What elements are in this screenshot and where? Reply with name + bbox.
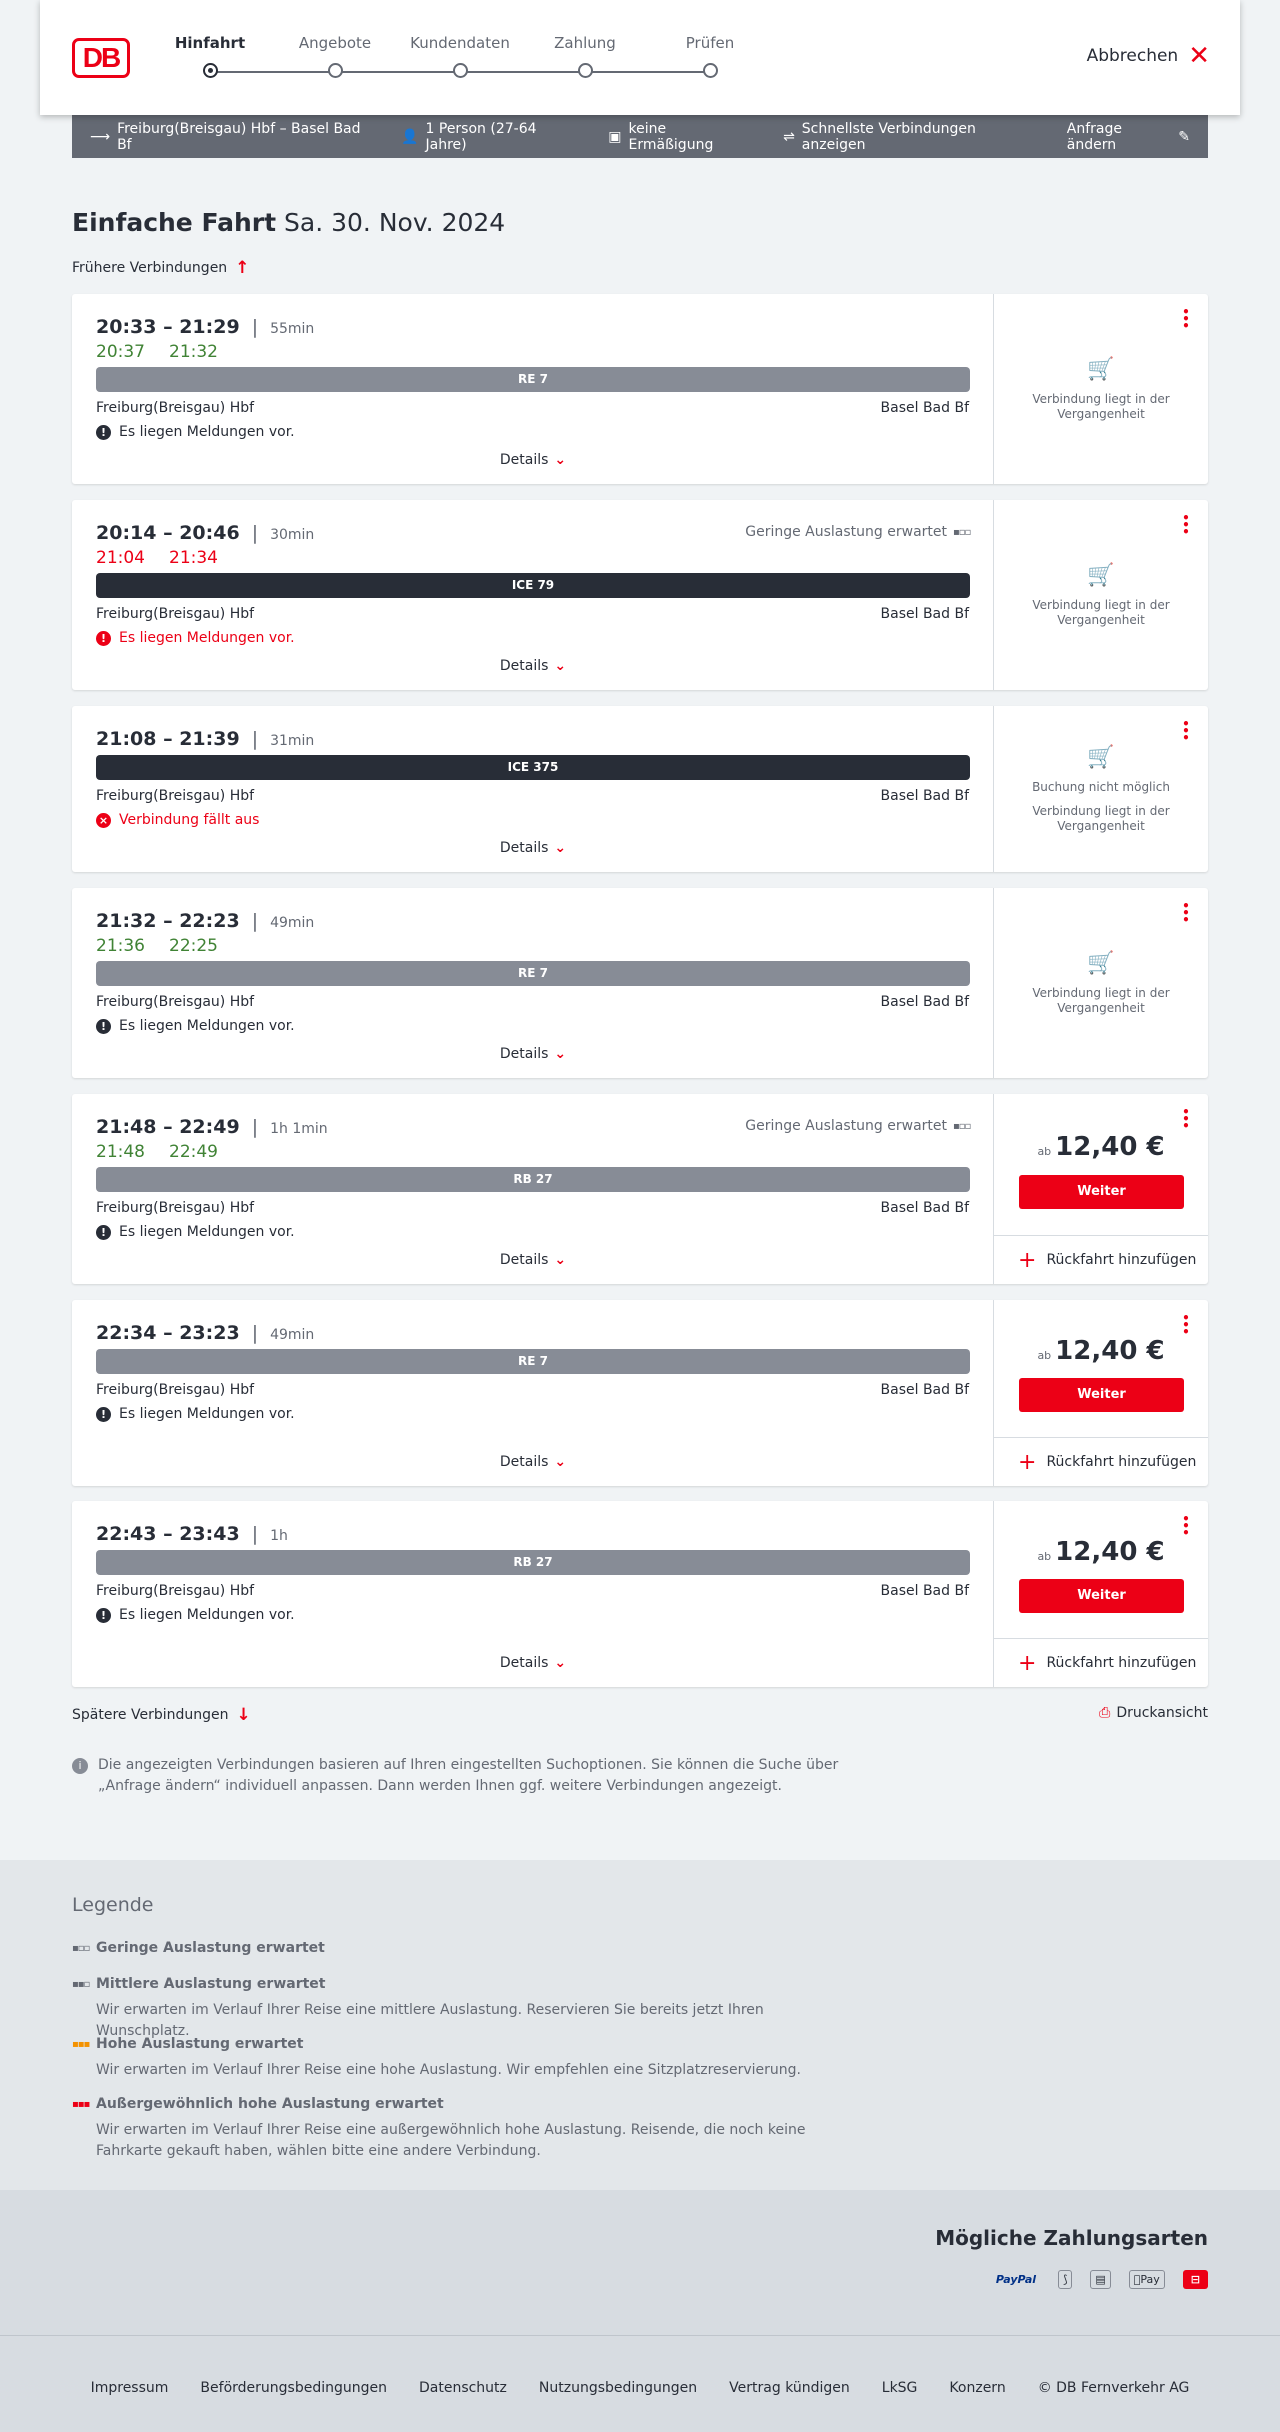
step-label: Prüfen <box>685 34 735 52</box>
price <box>994 1537 1208 1567</box>
unavailable-notice <box>994 952 1208 1016</box>
divider: | <box>251 316 259 338</box>
planned-times <box>96 1322 314 1344</box>
occupancy-low-icon: ▪▫▫ <box>953 526 971 538</box>
price <box>994 1336 1208 1366</box>
chevron-down-icon: ⌄ <box>554 452 567 468</box>
message-notice <box>96 1406 295 1422</box>
train-bar[interactable]: RB 27 <box>96 1550 970 1575</box>
planned-times <box>96 522 314 544</box>
origin-station: Freiburg(Breisgau) Hbf <box>96 1382 255 1398</box>
destination-station: Basel Bad Bf <box>880 1382 969 1398</box>
duration: 49min <box>270 915 315 931</box>
unavailable-notice <box>994 564 1208 628</box>
add-return-label: Rückfahrt hinzufügen <box>1046 1252 1197 1268</box>
destination-station: Basel Bad Bf <box>880 606 969 622</box>
step-dot <box>703 63 718 78</box>
realtime-times <box>96 1142 218 1162</box>
price <box>994 1132 1208 1162</box>
train-bar[interactable]: RE 7 <box>96 961 970 986</box>
details-toggle[interactable] <box>72 1655 994 1671</box>
step-dot <box>453 63 468 78</box>
footer <box>0 2335 1280 2432</box>
divider: | <box>251 910 259 932</box>
realtime-departure: 20:37 <box>96 342 145 362</box>
step-zahlung[interactable] <box>515 34 655 52</box>
destination-station: Basel Bad Bf <box>880 1583 969 1599</box>
message-notice <box>96 1224 295 1240</box>
details-toggle[interactable] <box>72 658 994 674</box>
discount-label: keine Ermäßigung <box>628 120 714 153</box>
legend-item-desc: Wir erwarten im Verlauf Ihrer Reise eine hohe Auslastung. Wir empfehlen eine Sitzplatzreservierung. <box>96 2062 801 2078</box>
duration: 30min <box>270 527 315 543</box>
occupancy-label: Geringe Auslastung erwartet <box>745 524 947 540</box>
message-notice <box>96 630 295 646</box>
realtime-arrival: 22:25 <box>169 936 218 956</box>
offer-panel <box>994 888 1208 1078</box>
person-icon: 👤 <box>401 128 419 145</box>
planned-times <box>96 728 314 750</box>
origin-station: Freiburg(Breisgau) Hbf <box>96 788 255 804</box>
divider: | <box>251 1322 259 1344</box>
continue-button[interactable]: Weiter <box>1019 1378 1184 1412</box>
step-dot <box>203 63 218 78</box>
earlier-connections-link[interactable] <box>72 258 249 278</box>
divider: | <box>251 522 259 544</box>
step-label: Kundendaten <box>410 34 510 52</box>
planned-times <box>96 316 314 338</box>
legend-item-title: Außergewöhnlich hohe Auslastung erwartet <box>96 2096 444 2112</box>
divider: | <box>251 1523 259 1545</box>
price-value: 12,40 € <box>1055 1537 1165 1567</box>
step-dot <box>328 63 343 78</box>
train-bar[interactable]: RE 7 <box>96 367 970 392</box>
duration: 1h 1min <box>270 1121 328 1137</box>
times-text: 21:08 – 21:39 <box>96 728 240 750</box>
search-info-note <box>72 1755 852 1797</box>
legend-item <box>72 1940 325 1956</box>
connection-card[interactable] <box>72 1300 1208 1486</box>
info-text: Die angezeigten Verbindungen basieren auf Ihren eingestellten Suchoptionen. Sie können die Suche über „Anfrage ändern“ individuell anpassen. Dann werden Ihnen ggf. weitere Verbindungen angezeigt. <box>98 1757 839 1794</box>
realtime-departure: 21:48 <box>96 1142 145 1162</box>
times-text: 21:32 – 22:23 <box>96 910 240 932</box>
past-label: Verbindung liegt in der Vergangenheit <box>1032 392 1170 421</box>
earlier-label: Frühere Verbindungen <box>72 260 228 276</box>
connection-info <box>72 1501 994 1687</box>
message-text: Es liegen Meldungen vor. <box>119 1018 295 1034</box>
train-bar[interactable]: RB 27 <box>96 1167 970 1192</box>
later-connections-link[interactable] <box>72 1705 251 1725</box>
realtime-arrival: 22:49 <box>169 1142 218 1162</box>
details-label: Details <box>499 452 549 468</box>
legend-item <box>72 2036 856 2081</box>
fastest-toggle[interactable] <box>783 121 1033 153</box>
message-notice <box>96 812 259 828</box>
alert-icon: ! <box>96 1225 111 1240</box>
planned-times <box>96 910 314 932</box>
occupancy-indicator <box>745 524 969 540</box>
chevron-down-icon: ⌄ <box>554 1454 567 1470</box>
printer-icon: ⎙ <box>1099 1705 1111 1721</box>
cancel-label: Abbrechen <box>1086 46 1179 66</box>
trip-type: Einfache Fahrt <box>72 208 277 237</box>
planned-times <box>96 1116 328 1138</box>
times-text: 20:33 – 21:29 <box>96 316 240 338</box>
fastest-label: Schnellste Verbindungen anzeigen <box>801 120 976 153</box>
realtime-times <box>96 936 218 956</box>
connection-info <box>72 888 994 1078</box>
connection-card[interactable] <box>72 1094 1208 1284</box>
step-label: Angebote <box>298 34 372 52</box>
legend-item-title: Hohe Auslastung erwartet <box>96 2036 304 2052</box>
footer-link-befoerderungsbedingungen[interactable]: Beförderungsbedingungen <box>200 2380 387 2396</box>
chevron-down-icon: ⌄ <box>554 1655 567 1671</box>
alert-icon: ! <box>96 1608 111 1623</box>
connection-info <box>72 1300 994 1486</box>
offer-panel <box>994 1094 1208 1284</box>
add-return-button[interactable] <box>994 1437 1208 1486</box>
destination-station: Basel Bad Bf <box>880 994 969 1010</box>
details-toggle[interactable] <box>72 1046 994 1062</box>
origin-station: Freiburg(Breisgau) Hbf <box>96 1583 255 1599</box>
info-icon: i <box>72 1758 88 1774</box>
add-return-button[interactable] <box>994 1235 1208 1284</box>
unavailable-notice <box>994 358 1208 422</box>
not-bookable-label: Buchung nicht möglich <box>1032 780 1170 794</box>
cart-disabled-icon: 🛒 <box>1087 357 1115 382</box>
connection-card[interactable] <box>72 294 1208 484</box>
price-value: 12,40 € <box>1055 1132 1165 1162</box>
more-options-icon[interactable] <box>1182 514 1190 535</box>
legend-item-title: Mittlere Auslastung erwartet <box>96 1976 326 1992</box>
legend-item-title: Geringe Auslastung erwartet <box>96 1940 325 1956</box>
realtime-departure: 21:04 <box>96 548 145 568</box>
invoice-icon: ▤ <box>1090 2270 1110 2289</box>
details-toggle[interactable] <box>72 452 994 468</box>
connection-info <box>72 706 994 872</box>
duration: 55min <box>270 321 315 337</box>
chevron-down-icon: ⌄ <box>554 1046 567 1062</box>
train-bar[interactable]: ICE 375 <box>96 755 970 780</box>
origin-station: Freiburg(Breisgau) Hbf <box>96 1200 255 1216</box>
realtime-arrival: 21:34 <box>169 548 218 568</box>
booking-header <box>40 0 1240 115</box>
chevron-down-icon: ⌄ <box>554 840 567 856</box>
print-label: Druckansicht <box>1116 1705 1208 1721</box>
page-title <box>72 208 505 237</box>
apple-pay-label: Pay <box>1140 2273 1160 2286</box>
legend-title: Legende <box>72 1894 154 1916</box>
arrow-up-icon: ↑ <box>235 258 250 278</box>
origin-station: Freiburg(Breisgau) Hbf <box>96 994 255 1010</box>
offer-panel <box>994 500 1208 690</box>
footer-link-datenschutz[interactable]: Datenschutz <box>418 2380 507 2396</box>
legend-item <box>72 1976 856 2042</box>
details-label: Details <box>499 1454 549 1470</box>
message-notice <box>96 1018 295 1034</box>
divider: | <box>251 728 259 750</box>
details-label: Details <box>499 1046 549 1062</box>
details-label: Details <box>499 1252 549 1268</box>
alert-icon: ! <box>96 425 111 440</box>
connection-card[interactable] <box>72 500 1208 690</box>
details-toggle[interactable] <box>72 1252 994 1268</box>
message-text: Es liegen Meldungen vor. <box>119 1224 295 1240</box>
plus-icon: + <box>1018 1247 1037 1273</box>
legend-item-desc: Wir erwarten im Verlauf Ihrer Reise eine außergewöhnlich hohe Auslastung. Reisende, die noch keine Fahrkarte gekauft haben, wählen bitte eine andere Verbindung. <box>96 2122 806 2159</box>
cancelled-icon: × <box>96 813 111 828</box>
occupancy-exceptional-icon: ▪▪▪ <box>72 2098 90 2110</box>
later-label: Spätere Verbindungen <box>72 1707 229 1723</box>
plus-icon: + <box>1018 1449 1037 1475</box>
message-notice <box>96 1607 295 1623</box>
train-bar[interactable]: ICE 79 <box>96 573 970 598</box>
unavailable-notice <box>994 746 1208 834</box>
discount-summary[interactable] <box>608 121 749 153</box>
sliders-icon: ⇌ <box>783 128 795 145</box>
past-label: Verbindung liegt in der Vergangenheit <box>1032 986 1170 1015</box>
add-return-label: Rückfahrt hinzufügen <box>1046 1655 1197 1671</box>
change-request-button[interactable] <box>1067 121 1190 153</box>
divider: | <box>251 1116 259 1138</box>
apple-pay-icon <box>1129 2270 1165 2289</box>
trip-date: Sa. 30. Nov. 2024 <box>284 208 506 237</box>
occupancy-indicator <box>745 1118 969 1134</box>
chevron-down-icon: ⌄ <box>554 1252 567 1268</box>
db-card-icon: ⊟ <box>1183 2270 1208 2289</box>
close-icon: ✕ <box>1188 41 1210 71</box>
cancel-button[interactable] <box>1086 41 1210 71</box>
step-kundendaten[interactable] <box>390 34 530 52</box>
payment-methods <box>0 2190 1280 2335</box>
details-label: Details <box>499 658 549 674</box>
message-notice <box>96 424 295 440</box>
more-options-icon[interactable] <box>1182 308 1190 329</box>
persons-summary[interactable] <box>401 121 574 153</box>
past-label: Verbindung liegt in der Vergangenheit <box>1032 804 1170 833</box>
step-dot <box>578 63 593 78</box>
destination-station: Basel Bad Bf <box>880 1200 969 1216</box>
step-hinfahrt[interactable] <box>140 34 280 52</box>
origin-station: Freiburg(Breisgau) Hbf <box>96 400 255 416</box>
more-options-icon[interactable] <box>1182 1108 1190 1129</box>
footer-link-konzern[interactable]: Konzern <box>949 2380 1006 2396</box>
past-label: Verbindung liegt in der Vergangenheit <box>1032 598 1170 627</box>
more-options-icon[interactable] <box>1182 720 1190 741</box>
alert-icon: ! <box>96 631 111 646</box>
message-text: Es liegen Meldungen vor. <box>119 630 295 646</box>
duration: 49min <box>270 1327 315 1343</box>
continue-button[interactable]: Weiter <box>1019 1175 1184 1209</box>
chevron-down-icon: ⌄ <box>554 658 567 674</box>
times-text: 22:43 – 23:43 <box>96 1523 240 1545</box>
offer-panel <box>994 1501 1208 1687</box>
footer-link-vertrag-kuendigen[interactable]: Vertrag kündigen <box>729 2380 850 2396</box>
message-text: Es liegen Meldungen vor. <box>119 1406 295 1422</box>
occupancy-low-icon: ▪▫▫ <box>953 1120 971 1132</box>
alert-icon: ! <box>96 1407 111 1422</box>
details-label: Details <box>499 1655 549 1671</box>
arrow-right-icon: ⟶ <box>90 128 111 145</box>
more-options-icon[interactable] <box>1182 902 1190 923</box>
occupancy-high-icon: ▪▪▪ <box>72 2038 90 2050</box>
contactless-icon: ⟆ <box>1058 2270 1072 2289</box>
legend-item-desc: Wir erwarten im Verlauf Ihrer Reise eine mittlere Auslastung. Reservieren Sie bereits jetzt Ihren Wunschplatz. <box>96 2002 764 2039</box>
progress-stepper <box>174 34 735 84</box>
footer-copyright: © DB Fernverkehr AG <box>1037 2380 1190 2396</box>
arrow-down-icon: ↓ <box>236 1705 251 1725</box>
step-label: Zahlung <box>554 34 616 52</box>
realtime-departure: 21:36 <box>96 936 145 956</box>
route-label: Freiburg(Breisgau) Hbf – Basel Bad Bf <box>117 120 361 153</box>
message-text: Es liegen Meldungen vor. <box>119 1607 295 1623</box>
continue-button[interactable]: Weiter <box>1019 1579 1184 1613</box>
offer-panel <box>994 294 1208 484</box>
duration: 31min <box>270 733 315 749</box>
connection-info <box>72 1094 994 1284</box>
times-text: 20:14 – 20:46 <box>96 522 240 544</box>
message-text: Verbindung fällt aus <box>119 812 260 828</box>
footer-link-nutzungsbedingungen[interactable]: Nutzungsbedingungen <box>538 2380 698 2396</box>
details-label: Details <box>499 840 549 856</box>
print-view-link[interactable] <box>1099 1705 1208 1721</box>
plus-icon: + <box>1018 1650 1037 1676</box>
destination-station: Basel Bad Bf <box>880 788 969 804</box>
connection-info <box>72 500 994 690</box>
connection-card[interactable] <box>72 706 1208 872</box>
price-prefix: ab <box>1037 1349 1052 1362</box>
route-summary[interactable] <box>90 121 367 153</box>
cart-disabled-icon: 🛒 <box>1087 745 1115 770</box>
pencil-icon: ✎ <box>1178 128 1190 145</box>
change-label: Anfrage ändern <box>1066 120 1123 153</box>
offer-panel <box>994 706 1208 872</box>
card-icon: ▣ <box>608 128 622 145</box>
paypal-icon: PayPal <box>995 2273 1037 2286</box>
step-angebote[interactable] <box>265 34 405 52</box>
occupancy-low-icon: ▪▫▫ <box>72 1942 90 1954</box>
persons-label: 1 Person (27-64 Jahre) <box>425 120 537 153</box>
planned-times <box>96 1523 288 1545</box>
details-toggle[interactable] <box>72 840 994 856</box>
price-prefix: ab <box>1037 1550 1052 1563</box>
payment-icons <box>992 2270 1208 2289</box>
more-options-icon[interactable] <box>1182 1314 1190 1335</box>
offer-panel <box>994 1300 1208 1486</box>
step-label: Hinfahrt <box>174 34 246 52</box>
destination-station: Basel Bad Bf <box>880 400 969 416</box>
occupancy-medium-icon: ▪▪▫ <box>72 1978 90 1990</box>
footer-links <box>0 2380 1280 2396</box>
legend-item <box>72 2096 856 2162</box>
times-text: 21:48 – 22:49 <box>96 1116 240 1138</box>
add-return-button[interactable] <box>994 1638 1208 1687</box>
duration: 1h <box>270 1528 288 1544</box>
connection-info <box>72 294 994 484</box>
train-bar[interactable]: RE 7 <box>96 1349 970 1374</box>
db-logo[interactable]: DB <box>72 38 130 78</box>
realtime-times <box>96 548 218 568</box>
payment-title: Mögliche Zahlungsarten <box>935 2226 1208 2250</box>
more-options-icon[interactable] <box>1182 1515 1190 1536</box>
cart-disabled-icon: 🛒 <box>1087 563 1115 588</box>
connection-card[interactable] <box>72 1501 1208 1687</box>
price-value: 12,40 € <box>1055 1336 1165 1366</box>
realtime-times <box>96 342 218 362</box>
details-toggle[interactable] <box>72 1454 994 1470</box>
cart-disabled-icon: 🛒 <box>1087 951 1115 976</box>
origin-station: Freiburg(Breisgau) Hbf <box>96 606 255 622</box>
search-summary-bar <box>72 115 1208 158</box>
occupancy-legend <box>0 1860 1280 2190</box>
footer-link-impressum[interactable]: Impressum <box>90 2380 169 2396</box>
occupancy-label: Geringe Auslastung erwartet <box>745 1118 947 1134</box>
times-text: 22:34 – 23:23 <box>96 1322 240 1344</box>
alert-icon: ! <box>96 1019 111 1034</box>
message-text: Es liegen Meldungen vor. <box>119 424 295 440</box>
price-prefix: ab <box>1037 1145 1052 1158</box>
connection-card[interactable] <box>72 888 1208 1078</box>
step-pruefen[interactable] <box>640 34 780 52</box>
realtime-arrival: 21:32 <box>169 342 218 362</box>
footer-link-lksg[interactable]: LkSG <box>881 2380 918 2396</box>
add-return-label: Rückfahrt hinzufügen <box>1046 1454 1197 1470</box>
